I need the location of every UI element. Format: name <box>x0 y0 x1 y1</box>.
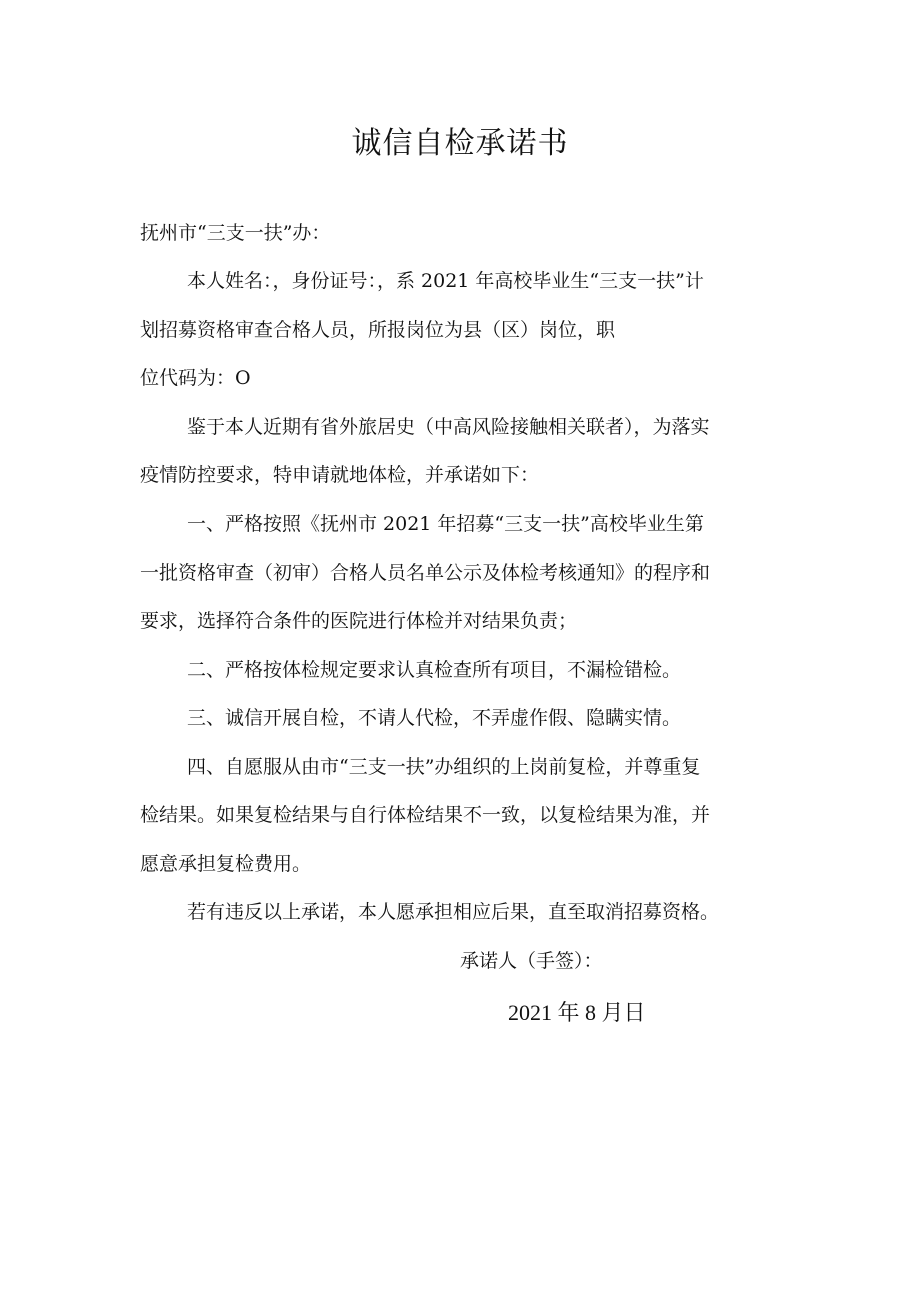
paragraph-line: 检结果。如果复检结果与自行体检结果不一致，以复检结果为准，并 <box>140 804 711 826</box>
paragraph-line: 一批资格审查（初审）合格人员名单公示及体检考核通知》的程序和 <box>140 562 711 584</box>
paragraph-line: 四、自愿服从由市“三支一扶”办组织的上岗前复检，并尊重复 <box>187 756 701 778</box>
paragraph-line: 鉴于本人近期有省外旅居史（中高风险接触相关联者），为落实 <box>187 416 710 438</box>
paragraph-line: 三、诚信开展自检，不请人代检，不弄虚作假、隐瞒实情。 <box>187 707 682 729</box>
paragraph-line: 疫情防控要求，特申请就地体检，并承诺如下： <box>140 464 540 486</box>
paragraph-line: 要求，选择符合条件的医院进行体检并对结果负责； <box>140 610 578 632</box>
paragraph-line: 二、严格按体检规定要求认真检查所有项目，不漏检错检。 <box>187 659 682 681</box>
date-line: 2021 年 8 月日 <box>508 1000 646 1025</box>
paragraph-line: 若有违反以上承诺，本人愿承担相应后果，直至取消招募资格。 <box>187 901 720 923</box>
paragraph-line: 划招募资格审查合格人员，所报岗位为县（区）岗位，职 <box>140 319 616 341</box>
paragraph-line: 一、严格按照《抚州市 2021 年招募“三支一扶”高校毕业生第 <box>187 513 704 535</box>
salutation: 抚州市“三支一扶”办： <box>140 222 331 244</box>
document-title: 诚信自检承诺书 <box>351 126 569 161</box>
paragraph-line: 本人姓名：，身份证号：，系 2021 年高校毕业生“三支一扶”计 <box>187 270 704 292</box>
paragraph-line: 愿意承担复检费用。 <box>140 853 312 875</box>
paragraph-line: 位代码为：O <box>140 367 251 389</box>
signature-label: 承诺人（手签）： <box>460 950 603 972</box>
